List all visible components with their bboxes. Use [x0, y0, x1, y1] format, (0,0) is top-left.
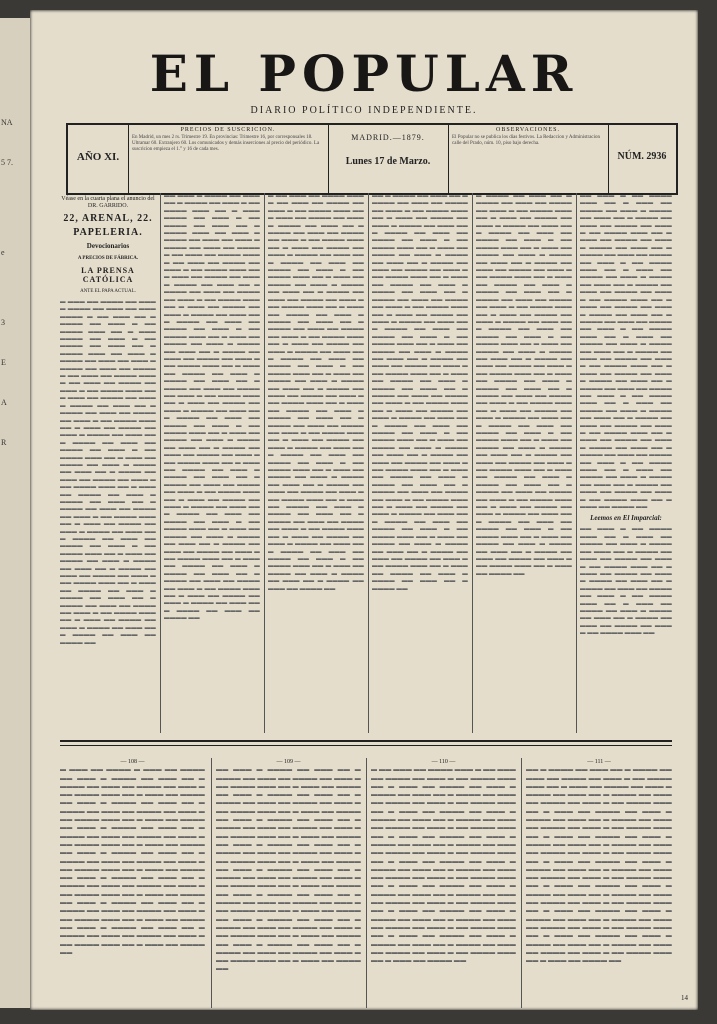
masthead-date-box: [328, 125, 449, 193]
column-3-body: ▬ ▬▬ ▬▬▬ ▬▬ ▬▬▬▬ ▬▬▬ ▬ ▬▬ ▬▬▬ ▬▬ ▬▬▬▬ ▬▬ ▬▬▬ ▬ ▬▬ ▬▬▬▬ ▬▬▬ ▬▬ ▬ ▬▬▬ ▬▬ ▬▬▬▬ ▬▬ ▬▬▬ ▬ ▬▬▬▬ ▬▬ ▬▬▬ ▬▬ ▬ ▬▬▬▬ ▬▬ ▬▬▬ ▬▬ ▬▬▬▬ ▬▬ ▬▬▬ ▬ ▬▬ ▬▬▬▬ ▬▬▬ ▬▬ ▬ ▬▬▬ ▬▬ ▬▬▬▬ ▬▬ ▬▬▬ ▬ ▬▬▬▬ ▬▬ ▬▬▬ ▬▬ ▬ ▬▬▬▬ ▬▬ ▬▬▬ ▬▬ ▬▬▬▬ ▬▬ ▬▬▬ ▬ ▬▬ ▬▬▬▬ ▬▬▬ ▬▬ ▬ ▬▬▬ ▬▬ ▬▬▬▬ ▬▬ ▬▬▬ ▬ ▬▬▬▬ ▬▬ ▬▬▬ ▬▬ ▬ ▬▬▬▬ ▬▬ ▬▬▬ ▬▬ ▬▬▬▬ ▬▬ ▬▬▬ ▬ ▬▬ ▬▬▬▬ ▬▬▬ ▬▬ ▬ ▬▬▬ ▬▬ ▬▬▬▬ ▬▬ ▬▬▬ ▬ ▬▬▬▬ ▬▬ ▬▬▬ ▬▬ ▬ ▬▬▬▬ ▬▬ ▬▬▬ ▬▬ ▬▬▬▬ ▬▬ ▬▬▬ ▬ ▬▬ ▬▬▬▬ ▬▬▬ ▬▬ ▬ ▬▬▬ ▬▬ ▬▬▬▬ ▬▬ ▬▬▬ ▬ ▬▬▬▬ ▬▬ ▬▬▬ ▬▬ ▬ ▬▬▬▬ ▬▬ ▬▬▬ ▬▬ ▬▬▬▬ ▬▬ ▬▬▬ ▬ ▬▬ ▬▬▬▬ ▬▬▬ ▬▬ ▬ ▬▬▬ ▬▬ ▬▬▬▬ ▬▬ ▬▬▬ ▬ ▬▬▬▬ ▬▬ ▬▬▬ ▬▬ ▬ ▬▬▬▬ ▬▬ ▬▬▬ ▬▬ ▬▬▬▬ ▬▬ ▬▬▬ ▬ ▬▬ ▬▬▬▬ ▬▬▬ ▬▬ ▬ ▬▬▬ ▬▬ ▬▬▬▬ ▬▬ ▬▬▬ ▬ ▬▬▬▬ ▬▬ ▬▬▬ ▬▬ ▬ ▬▬▬▬ ▬▬ ▬▬▬ ▬▬ ▬▬▬▬ ▬▬ ▬▬▬ ▬ ▬▬ ▬▬▬▬ ▬▬▬ ▬▬ ▬ ▬▬▬ ▬▬ ▬▬▬▬ ▬▬ ▬▬▬ ▬ ▬▬▬▬ ▬▬ ▬▬▬ ▬▬ ▬ ▬▬▬▬ ▬▬ ▬▬▬ ▬▬ ▬▬▬▬ ▬▬ ▬▬▬ ▬ ▬▬ ▬▬▬▬ ▬▬▬ ▬▬ ▬ ▬▬▬ ▬▬ ▬▬▬▬ ▬▬ ▬▬▬ ▬ ▬▬▬▬ ▬▬ ▬▬▬ ▬▬ ▬ ▬▬▬▬ ▬▬ ▬▬▬ ▬▬ ▬▬▬▬ ▬▬ ▬▬▬ ▬ ▬▬ ▬▬▬▬ ▬▬▬ ▬▬ ▬ ▬▬▬ ▬▬ ▬▬▬▬ ▬▬ ▬▬▬ ▬ ▬▬▬▬ ▬▬ ▬▬▬ ▬▬ ▬ ▬▬▬▬ ▬▬ ▬▬▬ ▬▬ ▬▬▬▬ ▬▬ ▬▬▬ ▬ ▬▬ ▬▬▬▬ ▬▬▬ ▬▬ ▬ ▬▬▬ ▬▬ ▬▬▬▬ ▬▬ ▬▬▬ ▬ ▬▬▬▬ ▬▬ ▬▬▬ ▬▬ ▬ ▬▬▬▬ ▬▬ ▬▬▬ ▬▬ ▬▬▬▬ ▬▬ ▬▬▬ ▬ ▬▬ ▬▬▬▬ ▬▬▬ ▬▬ ▬ ▬▬▬ ▬▬ ▬▬▬▬ ▬▬ ▬▬▬ ▬ ▬▬▬▬ ▬▬ ▬▬▬ ▬▬ ▬ ▬▬▬▬ ▬▬ ▬▬▬ ▬▬ ▬▬▬▬ ▬▬: [268, 193, 364, 592]
column-1-body: ▬ ▬▬▬ ▬▬ ▬▬▬▬ ▬▬ ▬▬▬ ▬ ▬▬▬▬ ▬▬ ▬▬▬ ▬▬ ▬▬▬ ▬▬▬▬ ▬ ▬▬ ▬▬▬ ▬▬ ▬ ▬▬▬▬ ▬▬ ▬▬▬ ▬ ▬▬ ▬▬▬▬ ▬▬▬ ▬▬ ▬ ▬▬▬ ▬▬▬▬ ▬▬ ▬▬▬ ▬ ▬▬ ▬▬▬▬ ▬▬ ▬▬▬ ▬▬ ▬ ▬▬▬▬ ▬▬▬ ▬▬ ▬▬▬ ▬ ▬▬▬▬ ▬▬ ▬▬▬ ▬▬ ▬▬▬ ▬ ▬▬▬▬ ▬▬ ▬▬▬ ▬▬ ▬▬▬▬ ▬ ▬▬ ▬▬▬ ▬▬ ▬▬▬▬ ▬▬▬ ▬ ▬▬ ▬▬▬ ▬▬ ▬▬▬▬ ▬▬ ▬▬▬ ▬ ▬▬ ▬▬▬▬ ▬▬▬ ▬▬ ▬ ▬▬▬ ▬▬ ▬▬▬▬ ▬▬ ▬▬▬ ▬ ▬▬▬▬ ▬▬ ▬▬▬ ▬▬ ▬ ▬▬▬▬ ▬▬ ▬▬▬ ▬▬ ▬▬▬▬ ▬▬ ▬▬▬ ▬ ▬▬ ▬▬▬▬ ▬▬▬ ▬▬ ▬ ▬▬▬ ▬▬ ▬▬▬▬ ▬▬ ▬▬▬ ▬ ▬▬▬▬ ▬▬ ▬▬▬ ▬▬ ▬ ▬▬▬▬ ▬▬ ▬▬▬ ▬▬ ▬▬▬▬ ▬▬ ▬▬▬ ▬ ▬▬ ▬▬▬▬ ▬▬▬ ▬▬ ▬ ▬▬▬ ▬▬ ▬▬▬▬ ▬▬ ▬▬▬ ▬ ▬▬▬▬ ▬▬ ▬▬▬ ▬▬ ▬ ▬▬▬▬ ▬▬ ▬▬▬ ▬▬ ▬▬▬▬ ▬▬ ▬▬▬ ▬ ▬▬ ▬▬▬▬ ▬▬▬ ▬▬ ▬ ▬▬▬ ▬▬ ▬▬▬▬ ▬▬ ▬▬▬ ▬ ▬▬▬▬ ▬▬ ▬▬▬ ▬▬ ▬ ▬▬▬▬ ▬▬ ▬▬▬ ▬▬ ▬▬▬▬ ▬▬ ▬▬▬ ▬ ▬▬ ▬▬▬▬ ▬▬▬ ▬▬ ▬ ▬▬▬ ▬▬ ▬▬▬▬ ▬▬ ▬▬▬ ▬ ▬▬▬▬ ▬▬ ▬▬▬ ▬▬ ▬ ▬▬▬▬ ▬▬ ▬▬▬ ▬▬ ▬▬▬▬ ▬▬ ▬▬▬ ▬ ▬▬ ▬▬▬▬ ▬▬▬ ▬▬ ▬ ▬▬▬ ▬▬ ▬▬▬▬ ▬▬ ▬▬▬ ▬ ▬▬▬▬ ▬▬ ▬▬▬ ▬▬ ▬ ▬▬▬▬ ▬▬ ▬▬▬ ▬▬ ▬▬▬▬ ▬▬ ▬▬▬ ▬ ▬▬ ▬▬▬▬ ▬▬▬ ▬▬ ▬ ▬▬▬ ▬▬ ▬▬▬▬ ▬▬ ▬▬▬ ▬ ▬▬▬▬ ▬▬ ▬▬▬ ▬▬ ▬ ▬▬▬▬ ▬▬ ▬▬▬ ▬▬ ▬▬▬▬ ▬▬ ▬▬▬ ▬ ▬▬ ▬▬▬▬ ▬▬▬ ▬▬ ▬ ▬▬▬ ▬▬ ▬▬▬▬ ▬▬ ▬▬▬ ▬ ▬▬▬▬ ▬▬ ▬▬▬ ▬▬ ▬ ▬▬▬▬ ▬▬ ▬▬▬ ▬▬ ▬▬▬▬ ▬▬: [60, 299, 156, 646]
column-divider-4: [472, 193, 473, 733]
strip-text-2: 5 7.: [1, 158, 13, 167]
folletin-col-2: [216, 758, 361, 1008]
issue-number: NÚM. 2936: [617, 151, 667, 162]
imparcial-heading: Leemos en El Imparcial:: [590, 514, 662, 523]
folletin-col-3: [371, 758, 516, 1008]
folletin-page-number: — 108 —: [120, 759, 145, 765]
article-heading: LA PRENSA CATÓLICA: [81, 266, 135, 284]
column-4: [372, 193, 468, 733]
folletin-page-number: — 111 —: [587, 759, 611, 765]
issue-day: Lunes 17 de Marzo.: [345, 156, 431, 167]
column-6-body-bottom: ▬▬ ▬▬▬ ▬ ▬▬ ▬▬▬▬ ▬▬▬ ▬▬ ▬ ▬▬▬ ▬▬ ▬▬▬▬ ▬▬ ▬▬▬ ▬ ▬▬▬▬ ▬▬ ▬▬▬ ▬▬ ▬ ▬▬▬▬ ▬▬ ▬▬▬ ▬▬ ▬▬▬▬ ▬▬ ▬▬▬ ▬ ▬▬ ▬▬▬▬ ▬▬▬ ▬▬ ▬ ▬▬▬ ▬▬ ▬▬▬▬ ▬▬ ▬▬▬ ▬ ▬▬▬▬ ▬▬ ▬▬▬ ▬▬ ▬ ▬▬▬▬ ▬▬ ▬▬▬ ▬▬ ▬▬▬▬ ▬▬ ▬▬▬ ▬ ▬▬ ▬▬▬▬ ▬▬▬ ▬▬ ▬ ▬▬▬ ▬▬ ▬▬▬▬ ▬▬ ▬▬▬ ▬ ▬▬▬▬ ▬▬ ▬▬▬ ▬▬ ▬ ▬▬▬▬ ▬▬ ▬▬▬ ▬▬ ▬▬▬▬ ▬▬ ▬▬▬ ▬ ▬▬ ▬▬▬▬ ▬▬▬ ▬▬: [580, 526, 672, 637]
prices-text: En Madrid, un mes 2 rs. Trimestre 19. En provincias: Trimestre 16, por corresponsales 18. Ultramar 60. Extranjero 60. Los comunicados y demás inserciones al precio del periódico. La suscricion empieza el 1.° y 16 de cada mes.: [132, 135, 320, 152]
column-divider-3: [368, 193, 369, 733]
column-divider-1: [160, 193, 161, 733]
strip-text-3: e: [1, 248, 5, 257]
notice-doctor: Véase en la cuarta plana el anuncio del DR. GARRIDO.: [61, 196, 155, 209]
column-2: [164, 193, 260, 733]
papeleria-heading: PAPELERIA.: [73, 227, 143, 238]
strip-text-5: E: [1, 358, 6, 367]
observations-heading: OBSERVACIONES.: [496, 127, 560, 133]
newspaper-title: EL POPULAR: [149, 44, 579, 103]
column-2-body: ▬▬ ▬▬▬ ▬ ▬▬▬▬ ▬▬ ▬▬▬ ▬▬ ▬ ▬▬▬▬ ▬▬ ▬▬▬ ▬ ▬▬ ▬▬▬▬ ▬▬▬ ▬▬ ▬ ▬▬▬ ▬▬▬▬ ▬▬ ▬▬▬ ▬ ▬▬ ▬▬▬▬ ▬▬ ▬▬▬ ▬▬ ▬ ▬▬▬▬ ▬▬▬ ▬▬ ▬▬▬ ▬ ▬▬▬▬ ▬▬ ▬▬▬ ▬▬ ▬▬▬ ▬ ▬▬▬▬ ▬▬ ▬▬▬ ▬▬ ▬▬▬▬ ▬ ▬▬ ▬▬▬ ▬▬ ▬▬▬▬ ▬▬▬ ▬ ▬▬ ▬▬▬ ▬▬ ▬▬▬▬ ▬▬ ▬▬▬ ▬ ▬▬ ▬▬▬▬ ▬▬▬ ▬▬ ▬ ▬▬▬ ▬▬ ▬▬▬▬ ▬▬ ▬▬▬ ▬ ▬▬▬▬ ▬▬ ▬▬▬ ▬▬ ▬ ▬▬▬▬ ▬▬ ▬▬▬ ▬▬ ▬▬▬▬ ▬▬ ▬▬▬ ▬ ▬▬ ▬▬▬▬ ▬▬▬ ▬▬ ▬ ▬▬▬ ▬▬ ▬▬▬▬ ▬▬ ▬▬▬ ▬ ▬▬▬▬ ▬▬ ▬▬▬ ▬▬ ▬ ▬▬▬▬ ▬▬ ▬▬▬ ▬▬ ▬▬▬▬ ▬▬ ▬▬▬ ▬ ▬▬ ▬▬▬▬ ▬▬▬ ▬▬ ▬ ▬▬▬ ▬▬ ▬▬▬▬ ▬▬ ▬▬▬ ▬ ▬▬▬▬ ▬▬ ▬▬▬ ▬▬ ▬ ▬▬▬▬ ▬▬ ▬▬▬ ▬▬ ▬▬▬▬ ▬▬ ▬▬▬ ▬ ▬▬ ▬▬▬▬ ▬▬▬ ▬▬ ▬ ▬▬▬ ▬▬ ▬▬▬▬ ▬▬ ▬▬▬ ▬ ▬▬▬▬ ▬▬ ▬▬▬ ▬▬ ▬ ▬▬▬▬ ▬▬ ▬▬▬ ▬▬ ▬▬▬▬ ▬▬ ▬▬▬ ▬ ▬▬ ▬▬▬▬ ▬▬▬ ▬▬ ▬ ▬▬▬ ▬▬ ▬▬▬▬ ▬▬ ▬▬▬ ▬ ▬▬▬▬ ▬▬ ▬▬▬ ▬▬ ▬ ▬▬▬▬ ▬▬ ▬▬▬ ▬▬ ▬▬▬▬ ▬▬ ▬▬▬ ▬ ▬▬ ▬▬▬▬ ▬▬▬ ▬▬ ▬ ▬▬▬ ▬▬ ▬▬▬▬ ▬▬ ▬▬▬ ▬ ▬▬▬▬ ▬▬ ▬▬▬ ▬▬ ▬ ▬▬▬▬ ▬▬ ▬▬▬ ▬▬ ▬▬▬▬ ▬▬ ▬▬▬ ▬ ▬▬ ▬▬▬▬ ▬▬▬ ▬▬ ▬ ▬▬▬ ▬▬ ▬▬▬▬ ▬▬ ▬▬▬ ▬ ▬▬▬▬ ▬▬ ▬▬▬ ▬▬ ▬ ▬▬▬▬ ▬▬ ▬▬▬ ▬▬ ▬▬▬▬ ▬▬ ▬▬▬ ▬ ▬▬ ▬▬▬▬ ▬▬▬ ▬▬ ▬ ▬▬▬ ▬▬ ▬▬▬▬ ▬▬ ▬▬▬ ▬ ▬▬▬▬ ▬▬ ▬▬▬ ▬▬ ▬ ▬▬▬▬ ▬▬ ▬▬▬ ▬▬ ▬▬▬▬ ▬▬ ▬▬▬ ▬ ▬▬ ▬▬▬▬ ▬▬▬ ▬▬ ▬ ▬▬▬ ▬▬ ▬▬▬▬ ▬▬ ▬▬▬ ▬ ▬▬▬▬ ▬▬ ▬▬▬ ▬▬ ▬ ▬▬▬▬ ▬▬ ▬▬▬ ▬▬ ▬▬▬▬ ▬▬ ▬▬▬ ▬ ▬▬ ▬▬▬▬ ▬▬▬ ▬▬ ▬ ▬▬▬ ▬▬ ▬▬▬▬ ▬▬ ▬▬▬ ▬ ▬▬▬▬ ▬▬ ▬▬▬ ▬▬ ▬ ▬▬▬▬ ▬▬ ▬▬▬ ▬▬ ▬▬▬▬ ▬▬ ▬▬▬ ▬ ▬▬ ▬▬▬▬ ▬▬▬ ▬▬ ▬ ▬▬▬ ▬▬ ▬▬▬▬ ▬▬ ▬▬▬ ▬ ▬▬▬▬ ▬▬ ▬▬▬ ▬▬ ▬ ▬▬▬▬ ▬▬ ▬▬▬ ▬▬ ▬▬▬▬ ▬▬: [164, 193, 260, 622]
column-divider-2: [264, 193, 265, 733]
strip-text-6: A: [1, 398, 7, 407]
column-6-body-top: ▬▬ ▬▬▬ ▬ ▬▬ ▬▬▬▬ ▬▬▬ ▬▬ ▬ ▬▬▬ ▬▬ ▬▬▬▬ ▬▬ ▬▬▬ ▬ ▬▬▬▬ ▬▬ ▬▬▬ ▬▬ ▬ ▬▬▬▬ ▬▬ ▬▬▬ ▬▬ ▬▬▬▬ ▬▬ ▬▬▬ ▬ ▬▬ ▬▬▬▬ ▬▬▬ ▬▬ ▬ ▬▬▬ ▬▬ ▬▬▬▬ ▬▬ ▬▬▬ ▬ ▬▬▬▬ ▬▬ ▬▬▬ ▬▬ ▬ ▬▬▬▬ ▬▬ ▬▬▬ ▬▬ ▬▬▬▬ ▬▬ ▬▬▬ ▬ ▬▬ ▬▬▬▬ ▬▬▬ ▬▬ ▬ ▬▬▬ ▬▬ ▬▬▬▬ ▬▬ ▬▬▬ ▬ ▬▬▬▬ ▬▬ ▬▬▬ ▬▬ ▬ ▬▬▬▬ ▬▬ ▬▬▬ ▬▬ ▬▬▬▬ ▬▬ ▬▬▬ ▬ ▬▬ ▬▬▬▬ ▬▬▬ ▬▬ ▬ ▬▬▬ ▬▬ ▬▬▬▬ ▬▬ ▬▬▬ ▬ ▬▬▬▬ ▬▬ ▬▬▬ ▬▬ ▬ ▬▬▬▬ ▬▬ ▬▬▬ ▬▬ ▬▬▬▬ ▬▬ ▬▬▬ ▬ ▬▬ ▬▬▬▬ ▬▬▬ ▬▬ ▬ ▬▬▬ ▬▬ ▬▬▬▬ ▬▬ ▬▬▬ ▬ ▬▬▬▬ ▬▬ ▬▬▬ ▬▬ ▬ ▬▬▬▬ ▬▬ ▬▬▬ ▬▬ ▬▬▬▬ ▬▬ ▬▬▬ ▬ ▬▬ ▬▬▬▬ ▬▬▬ ▬▬ ▬ ▬▬▬ ▬▬ ▬▬▬▬ ▬▬ ▬▬▬ ▬ ▬▬▬▬ ▬▬ ▬▬▬ ▬▬ ▬ ▬▬▬▬ ▬▬ ▬▬▬ ▬▬ ▬▬▬▬ ▬▬ ▬▬▬ ▬ ▬▬ ▬▬▬▬ ▬▬▬ ▬▬ ▬ ▬▬▬ ▬▬ ▬▬▬▬ ▬▬ ▬▬▬ ▬ ▬▬▬▬ ▬▬ ▬▬▬ ▬▬ ▬ ▬▬▬▬ ▬▬ ▬▬▬ ▬▬ ▬▬▬▬ ▬▬ ▬▬▬ ▬ ▬▬ ▬▬▬▬ ▬▬▬ ▬▬ ▬ ▬▬▬ ▬▬ ▬▬▬▬ ▬▬ ▬▬▬ ▬ ▬▬▬▬ ▬▬ ▬▬▬ ▬▬ ▬ ▬▬▬▬ ▬▬ ▬▬▬ ▬▬ ▬▬▬▬ ▬▬ ▬▬▬ ▬ ▬▬ ▬▬▬▬ ▬▬▬ ▬▬ ▬ ▬▬▬ ▬▬ ▬▬▬▬ ▬▬ ▬▬▬ ▬ ▬▬▬▬ ▬▬ ▬▬▬ ▬▬ ▬ ▬▬▬▬ ▬▬ ▬▬▬ ▬▬ ▬▬▬▬ ▬▬ ▬▬▬ ▬ ▬▬ ▬▬▬▬ ▬▬▬ ▬▬ ▬ ▬▬▬ ▬▬ ▬▬▬▬ ▬▬: [580, 193, 672, 511]
city-date: MADRID.—1879.: [351, 133, 425, 142]
masthead-number-box: [608, 125, 676, 193]
strip-text-1: NA: [1, 118, 13, 127]
strip-text-7: R: [1, 438, 7, 447]
observations-text: El Popular no se publica los días festivos. La Redaccion y Administracion calle del Prado, núm. 10, piso bajo derecha.: [452, 135, 601, 146]
fabrica-line: A PRECIOS DE FÁBRICA.: [77, 256, 139, 261]
article-subheading: ANTE EL PAPA ACTUAL.: [80, 289, 136, 294]
column-1: [60, 193, 156, 733]
folletin-col-2-body: ▬▬ ▬▬▬ ▬ ▬▬▬▬ ▬▬ ▬▬▬ ▬▬ ▬ ▬▬▬▬ ▬▬ ▬▬▬ ▬▬ ▬▬▬▬ ▬▬ ▬▬▬ ▬ ▬▬ ▬▬▬▬ ▬▬▬ ▬▬ ▬ ▬▬▬ ▬▬ ▬▬▬▬ ▬▬ ▬▬▬ ▬ ▬▬▬▬ ▬▬ ▬▬▬ ▬▬ ▬ ▬▬▬▬ ▬▬ ▬▬▬ ▬▬ ▬▬▬▬ ▬▬ ▬▬▬ ▬ ▬▬ ▬▬▬▬ ▬▬▬ ▬▬ ▬ ▬▬▬ ▬▬ ▬▬▬▬ ▬▬ ▬▬▬ ▬ ▬▬▬▬ ▬▬ ▬▬▬ ▬▬ ▬ ▬▬▬▬ ▬▬ ▬▬▬ ▬▬ ▬▬▬▬ ▬▬ ▬▬▬ ▬ ▬▬ ▬▬▬▬ ▬▬▬ ▬▬ ▬ ▬▬▬ ▬▬ ▬▬▬▬ ▬▬ ▬▬▬ ▬ ▬▬▬▬ ▬▬ ▬▬▬ ▬▬ ▬ ▬▬▬▬ ▬▬ ▬▬▬ ▬▬ ▬▬▬▬ ▬▬ ▬▬▬ ▬ ▬▬ ▬▬▬▬ ▬▬▬ ▬▬ ▬ ▬▬▬ ▬▬ ▬▬▬▬ ▬▬ ▬▬▬ ▬ ▬▬▬▬ ▬▬ ▬▬▬ ▬▬ ▬ ▬▬▬▬ ▬▬ ▬▬▬ ▬▬ ▬▬▬▬ ▬▬ ▬▬▬ ▬ ▬▬ ▬▬▬▬ ▬▬▬ ▬▬ ▬ ▬▬▬ ▬▬ ▬▬▬▬ ▬▬ ▬▬▬ ▬ ▬▬▬▬ ▬▬ ▬▬▬ ▬▬ ▬ ▬▬▬▬ ▬▬ ▬▬▬ ▬▬ ▬▬▬▬ ▬▬ ▬▬▬ ▬ ▬▬ ▬▬▬▬ ▬▬▬ ▬▬ ▬ ▬▬▬ ▬▬ ▬▬▬▬ ▬▬ ▬▬▬ ▬ ▬▬▬▬ ▬▬ ▬▬▬ ▬▬ ▬ ▬▬▬▬ ▬▬ ▬▬▬ ▬▬ ▬▬▬▬ ▬▬ ▬▬▬ ▬ ▬▬ ▬▬▬▬ ▬▬▬ ▬▬ ▬ ▬▬▬ ▬▬ ▬▬▬▬ ▬▬ ▬▬▬ ▬ ▬▬▬▬ ▬▬ ▬▬▬ ▬▬ ▬ ▬▬▬▬ ▬▬ ▬▬▬ ▬▬ ▬▬▬▬ ▬▬ ▬▬▬ ▬ ▬▬ ▬▬▬▬ ▬▬▬ ▬▬ ▬ ▬▬▬ ▬▬ ▬▬▬▬ ▬▬: [216, 767, 361, 973]
column-4-body: ▬▬ ▬ ▬▬▬▬ ▬▬ ▬▬▬ ▬▬ ▬ ▬▬▬▬ ▬▬ ▬▬▬ ▬▬ ▬▬▬▬ ▬▬ ▬▬▬ ▬ ▬▬ ▬▬▬▬ ▬▬▬ ▬▬ ▬ ▬▬▬ ▬▬ ▬▬▬▬ ▬▬ ▬▬▬ ▬ ▬▬▬▬ ▬▬ ▬▬▬ ▬▬ ▬ ▬▬▬▬ ▬▬ ▬▬▬ ▬▬ ▬▬▬▬ ▬▬ ▬▬▬ ▬ ▬▬ ▬▬▬▬ ▬▬▬ ▬▬ ▬ ▬▬▬ ▬▬ ▬▬▬▬ ▬▬ ▬▬▬ ▬ ▬▬▬▬ ▬▬ ▬▬▬ ▬▬ ▬ ▬▬▬▬ ▬▬ ▬▬▬ ▬▬ ▬▬▬▬ ▬▬ ▬▬▬ ▬ ▬▬ ▬▬▬▬ ▬▬▬ ▬▬ ▬ ▬▬▬ ▬▬ ▬▬▬▬ ▬▬ ▬▬▬ ▬ ▬▬▬▬ ▬▬ ▬▬▬ ▬▬ ▬ ▬▬▬▬ ▬▬ ▬▬▬ ▬▬ ▬▬▬▬ ▬▬ ▬▬▬ ▬ ▬▬ ▬▬▬▬ ▬▬▬ ▬▬ ▬ ▬▬▬ ▬▬ ▬▬▬▬ ▬▬ ▬▬▬ ▬ ▬▬▬▬ ▬▬ ▬▬▬ ▬▬ ▬ ▬▬▬▬ ▬▬ ▬▬▬ ▬▬ ▬▬▬▬ ▬▬ ▬▬▬ ▬ ▬▬ ▬▬▬▬ ▬▬▬ ▬▬ ▬ ▬▬▬ ▬▬ ▬▬▬▬ ▬▬ ▬▬▬ ▬ ▬▬▬▬ ▬▬ ▬▬▬ ▬▬ ▬ ▬▬▬▬ ▬▬ ▬▬▬ ▬▬ ▬▬▬▬ ▬▬ ▬▬▬ ▬ ▬▬ ▬▬▬▬ ▬▬▬ ▬▬ ▬ ▬▬▬ ▬▬ ▬▬▬▬ ▬▬ ▬▬▬ ▬ ▬▬▬▬ ▬▬ ▬▬▬ ▬▬ ▬ ▬▬▬▬ ▬▬ ▬▬▬ ▬▬ ▬▬▬▬ ▬▬ ▬▬▬ ▬ ▬▬ ▬▬▬▬ ▬▬▬ ▬▬ ▬ ▬▬▬ ▬▬ ▬▬▬▬ ▬▬ ▬▬▬ ▬ ▬▬▬▬ ▬▬ ▬▬▬ ▬▬ ▬ ▬▬▬▬ ▬▬ ▬▬▬ ▬▬ ▬▬▬▬ ▬▬ ▬▬▬ ▬ ▬▬ ▬▬▬▬ ▬▬▬ ▬▬ ▬ ▬▬▬ ▬▬ ▬▬▬▬ ▬▬ ▬▬▬ ▬ ▬▬▬▬ ▬▬ ▬▬▬ ▬▬ ▬ ▬▬▬▬ ▬▬ ▬▬▬ ▬▬ ▬▬▬▬ ▬▬ ▬▬▬ ▬ ▬▬ ▬▬▬▬ ▬▬▬ ▬▬ ▬ ▬▬▬ ▬▬ ▬▬▬▬ ▬▬ ▬▬▬ ▬ ▬▬▬▬ ▬▬ ▬▬▬ ▬▬ ▬ ▬▬▬▬ ▬▬ ▬▬▬ ▬▬ ▬▬▬▬ ▬▬ ▬▬▬ ▬ ▬▬ ▬▬▬▬ ▬▬▬ ▬▬ ▬ ▬▬▬ ▬▬ ▬▬▬▬ ▬▬ ▬▬▬ ▬ ▬▬▬▬ ▬▬ ▬▬▬ ▬▬ ▬ ▬▬▬▬ ▬▬ ▬▬▬ ▬▬ ▬▬▬▬ ▬▬ ▬▬▬ ▬ ▬▬ ▬▬▬▬ ▬▬▬ ▬▬ ▬ ▬▬▬ ▬▬ ▬▬▬▬ ▬▬ ▬▬▬ ▬ ▬▬▬▬ ▬▬ ▬▬▬ ▬▬ ▬ ▬▬▬▬ ▬▬ ▬▬▬ ▬▬ ▬▬▬▬ ▬▬ ▬▬▬ ▬ ▬▬ ▬▬▬▬ ▬▬▬ ▬▬ ▬ ▬▬▬ ▬▬ ▬▬▬▬ ▬▬ ▬▬▬ ▬ ▬▬▬▬ ▬▬ ▬▬▬ ▬▬ ▬ ▬▬▬▬ ▬▬: [372, 193, 468, 592]
folletin-col-1-body: ▬ ▬▬▬ ▬▬ ▬▬▬▬ ▬ ▬▬▬ ▬▬ ▬▬▬▬ ▬▬ ▬▬▬ ▬ ▬▬▬▬ ▬▬ ▬▬▬ ▬▬ ▬ ▬▬▬▬ ▬▬ ▬▬▬ ▬▬ ▬▬▬▬ ▬▬ ▬▬▬ ▬ ▬▬ ▬▬▬▬ ▬▬▬ ▬▬ ▬ ▬▬▬ ▬▬ ▬▬▬▬ ▬▬ ▬▬▬ ▬ ▬▬▬▬ ▬▬ ▬▬▬ ▬▬ ▬ ▬▬▬▬ ▬▬ ▬▬▬ ▬▬ ▬▬▬▬ ▬▬ ▬▬▬ ▬ ▬▬ ▬▬▬▬ ▬▬▬ ▬▬ ▬ ▬▬▬ ▬▬ ▬▬▬▬ ▬▬ ▬▬▬ ▬ ▬▬▬▬ ▬▬ ▬▬▬ ▬▬ ▬ ▬▬▬▬ ▬▬ ▬▬▬ ▬▬ ▬▬▬▬ ▬▬ ▬▬▬ ▬ ▬▬ ▬▬▬▬ ▬▬▬ ▬▬ ▬ ▬▬▬ ▬▬ ▬▬▬▬ ▬▬ ▬▬▬ ▬ ▬▬▬▬ ▬▬ ▬▬▬ ▬▬ ▬ ▬▬▬▬ ▬▬ ▬▬▬ ▬▬ ▬▬▬▬ ▬▬ ▬▬▬ ▬ ▬▬ ▬▬▬▬ ▬▬▬ ▬▬ ▬ ▬▬▬ ▬▬ ▬▬▬▬ ▬▬ ▬▬▬ ▬ ▬▬▬▬ ▬▬ ▬▬▬ ▬▬ ▬ ▬▬▬▬ ▬▬ ▬▬▬ ▬▬ ▬▬▬▬ ▬▬ ▬▬▬ ▬ ▬▬ ▬▬▬▬ ▬▬▬ ▬▬ ▬ ▬▬▬ ▬▬ ▬▬▬▬ ▬▬ ▬▬▬ ▬ ▬▬▬▬ ▬▬ ▬▬▬ ▬▬ ▬ ▬▬▬▬ ▬▬ ▬▬▬ ▬▬ ▬▬▬▬ ▬▬ ▬▬▬ ▬ ▬▬ ▬▬▬▬ ▬▬▬ ▬▬ ▬ ▬▬▬ ▬▬ ▬▬▬▬ ▬▬ ▬▬▬ ▬ ▬▬▬▬ ▬▬ ▬▬▬ ▬▬ ▬ ▬▬▬▬ ▬▬ ▬▬▬ ▬▬ ▬▬▬▬ ▬▬ ▬▬▬ ▬ ▬▬ ▬▬▬▬ ▬▬▬ ▬▬ ▬ ▬▬▬ ▬▬ ▬▬▬▬ ▬▬: [60, 767, 205, 956]
year-label: AÑO XI.: [76, 151, 120, 163]
folletin-section: [60, 758, 672, 1008]
folletin-divider-2: [366, 758, 367, 1008]
column-5-body: ▬ ▬▬▬▬ ▬▬ ▬▬▬ ▬▬ ▬ ▬▬▬▬ ▬▬ ▬▬▬ ▬▬ ▬▬▬▬ ▬▬ ▬▬▬ ▬ ▬▬ ▬▬▬▬ ▬▬▬ ▬▬ ▬ ▬▬▬ ▬▬ ▬▬▬▬ ▬▬ ▬▬▬ ▬ ▬▬▬▬ ▬▬ ▬▬▬ ▬▬ ▬ ▬▬▬▬ ▬▬ ▬▬▬ ▬▬ ▬▬▬▬ ▬▬ ▬▬▬ ▬ ▬▬ ▬▬▬▬ ▬▬▬ ▬▬ ▬ ▬▬▬ ▬▬ ▬▬▬▬ ▬▬ ▬▬▬ ▬ ▬▬▬▬ ▬▬ ▬▬▬ ▬▬ ▬ ▬▬▬▬ ▬▬ ▬▬▬ ▬▬ ▬▬▬▬ ▬▬ ▬▬▬ ▬ ▬▬ ▬▬▬▬ ▬▬▬ ▬▬ ▬ ▬▬▬ ▬▬ ▬▬▬▬ ▬▬ ▬▬▬ ▬ ▬▬▬▬ ▬▬ ▬▬▬ ▬▬ ▬ ▬▬▬▬ ▬▬ ▬▬▬ ▬▬ ▬▬▬▬ ▬▬ ▬▬▬ ▬ ▬▬ ▬▬▬▬ ▬▬▬ ▬▬ ▬ ▬▬▬ ▬▬ ▬▬▬▬ ▬▬ ▬▬▬ ▬ ▬▬▬▬ ▬▬ ▬▬▬ ▬▬ ▬ ▬▬▬▬ ▬▬ ▬▬▬ ▬▬ ▬▬▬▬ ▬▬ ▬▬▬ ▬ ▬▬ ▬▬▬▬ ▬▬▬ ▬▬ ▬ ▬▬▬ ▬▬ ▬▬▬▬ ▬▬ ▬▬▬ ▬ ▬▬▬▬ ▬▬ ▬▬▬ ▬▬ ▬ ▬▬▬▬ ▬▬ ▬▬▬ ▬▬ ▬▬▬▬ ▬▬ ▬▬▬ ▬ ▬▬ ▬▬▬▬ ▬▬▬ ▬▬ ▬ ▬▬▬ ▬▬ ▬▬▬▬ ▬▬ ▬▬▬ ▬ ▬▬▬▬ ▬▬ ▬▬▬ ▬▬ ▬ ▬▬▬▬ ▬▬ ▬▬▬ ▬▬ ▬▬▬▬ ▬▬ ▬▬▬ ▬ ▬▬ ▬▬▬▬ ▬▬▬ ▬▬ ▬ ▬▬▬ ▬▬ ▬▬▬▬ ▬▬ ▬▬▬ ▬ ▬▬▬▬ ▬▬ ▬▬▬ ▬▬ ▬ ▬▬▬▬ ▬▬ ▬▬▬ ▬▬ ▬▬▬▬ ▬▬ ▬▬▬ ▬ ▬▬ ▬▬▬▬ ▬▬▬ ▬▬ ▬ ▬▬▬ ▬▬ ▬▬▬▬ ▬▬ ▬▬▬ ▬ ▬▬▬▬ ▬▬ ▬▬▬ ▬▬ ▬ ▬▬▬▬ ▬▬ ▬▬▬ ▬▬ ▬▬▬▬ ▬▬ ▬▬▬ ▬ ▬▬ ▬▬▬▬ ▬▬▬ ▬▬ ▬ ▬▬▬ ▬▬ ▬▬▬▬ ▬▬ ▬▬▬ ▬ ▬▬▬▬ ▬▬ ▬▬▬ ▬▬ ▬ ▬▬▬▬ ▬▬ ▬▬▬ ▬▬ ▬▬▬▬ ▬▬ ▬▬▬ ▬ ▬▬ ▬▬▬▬ ▬▬▬ ▬▬ ▬ ▬▬▬ ▬▬ ▬▬▬▬ ▬▬ ▬▬▬ ▬ ▬▬▬▬ ▬▬ ▬▬▬ ▬▬ ▬ ▬▬▬▬ ▬▬ ▬▬▬ ▬▬ ▬▬▬▬ ▬▬ ▬▬▬ ▬ ▬▬ ▬▬▬▬ ▬▬▬ ▬▬ ▬ ▬▬▬ ▬▬ ▬▬▬▬ ▬▬ ▬▬▬ ▬ ▬▬▬▬ ▬▬ ▬▬▬ ▬▬ ▬ ▬▬▬▬ ▬▬ ▬▬▬ ▬▬ ▬▬▬▬ ▬▬ ▬▬▬ ▬ ▬▬ ▬▬▬▬ ▬▬▬ ▬▬ ▬ ▬▬▬ ▬▬ ▬▬▬▬ ▬▬: [476, 193, 572, 577]
main-columns: [60, 193, 672, 733]
masthead-year-box: [68, 125, 129, 193]
folletin-col-1: [60, 758, 205, 1008]
newspaper-subtitle: DIARIO POLÍTICO INDEPENDIENTE.: [250, 105, 478, 116]
folletin-page-number: — 110 —: [431, 759, 456, 765]
column-5: [476, 193, 572, 733]
adjacent-page-strip: [0, 18, 31, 1008]
masthead-box: [66, 123, 678, 195]
folletin-separator: [60, 740, 672, 742]
folletin-col-3-body: ▬ ▬▬ ▬▬▬ ▬▬ ▬▬▬▬ ▬▬▬ ▬ ▬▬ ▬▬▬ ▬▬ ▬▬▬▬ ▬▬ ▬▬▬ ▬ ▬▬ ▬▬▬▬ ▬▬▬ ▬▬ ▬ ▬▬▬ ▬▬ ▬▬▬▬ ▬▬ ▬▬▬ ▬ ▬▬▬▬ ▬▬ ▬▬▬ ▬▬ ▬ ▬▬▬▬ ▬▬ ▬▬▬ ▬▬ ▬▬▬▬ ▬▬ ▬▬▬ ▬ ▬▬ ▬▬▬▬ ▬▬▬ ▬▬ ▬ ▬▬▬ ▬▬ ▬▬▬▬ ▬▬ ▬▬▬ ▬ ▬▬▬▬ ▬▬ ▬▬▬ ▬▬ ▬ ▬▬▬▬ ▬▬ ▬▬▬ ▬▬ ▬▬▬▬ ▬▬ ▬▬▬ ▬ ▬▬ ▬▬▬▬ ▬▬▬ ▬▬ ▬ ▬▬▬ ▬▬ ▬▬▬▬ ▬▬ ▬▬▬ ▬ ▬▬▬▬ ▬▬ ▬▬▬ ▬▬ ▬ ▬▬▬▬ ▬▬ ▬▬▬ ▬▬ ▬▬▬▬ ▬▬ ▬▬▬ ▬ ▬▬ ▬▬▬▬ ▬▬▬ ▬▬ ▬ ▬▬▬ ▬▬ ▬▬▬▬ ▬▬ ▬▬▬ ▬ ▬▬▬▬ ▬▬ ▬▬▬ ▬▬ ▬ ▬▬▬▬ ▬▬ ▬▬▬ ▬▬ ▬▬▬▬ ▬▬ ▬▬▬ ▬ ▬▬ ▬▬▬▬ ▬▬▬ ▬▬ ▬ ▬▬▬ ▬▬ ▬▬▬▬ ▬▬ ▬▬▬ ▬ ▬▬▬▬ ▬▬ ▬▬▬ ▬▬ ▬ ▬▬▬▬ ▬▬ ▬▬▬ ▬▬ ▬▬▬▬ ▬▬ ▬▬▬ ▬ ▬▬ ▬▬▬▬ ▬▬▬ ▬▬ ▬ ▬▬▬ ▬▬ ▬▬▬▬ ▬▬ ▬▬▬ ▬ ▬▬▬▬ ▬▬ ▬▬▬ ▬▬ ▬ ▬▬▬▬ ▬▬ ▬▬▬ ▬▬ ▬▬▬▬ ▬▬ ▬▬▬ ▬ ▬▬ ▬▬▬▬ ▬▬▬ ▬▬ ▬ ▬▬▬ ▬▬ ▬▬▬▬ ▬▬ ▬▬▬ ▬ ▬▬▬▬ ▬▬ ▬▬▬ ▬▬ ▬ ▬▬▬▬ ▬▬ ▬▬▬ ▬▬ ▬▬▬▬ ▬▬ ▬▬▬ ▬ ▬▬ ▬▬▬▬ ▬▬▬ ▬▬ ▬ ▬▬▬ ▬▬ ▬▬▬▬ ▬▬: [371, 767, 516, 965]
newspaper-page: [30, 10, 698, 1010]
folletin-col-4-body: ▬▬ ▬ ▬▬▬▬ ▬▬ ▬▬▬ ▬▬ ▬ ▬▬▬▬ ▬▬ ▬▬▬ ▬▬ ▬▬▬▬ ▬▬ ▬▬▬ ▬ ▬▬ ▬▬▬▬ ▬▬▬ ▬▬ ▬ ▬▬▬ ▬▬ ▬▬▬▬ ▬▬ ▬▬▬ ▬ ▬▬▬▬ ▬▬ ▬▬▬ ▬▬ ▬ ▬▬▬▬ ▬▬ ▬▬▬ ▬▬ ▬▬▬▬ ▬▬ ▬▬▬ ▬ ▬▬ ▬▬▬▬ ▬▬▬ ▬▬ ▬ ▬▬▬ ▬▬ ▬▬▬▬ ▬▬ ▬▬▬ ▬ ▬▬▬▬ ▬▬ ▬▬▬ ▬▬ ▬ ▬▬▬▬ ▬▬ ▬▬▬ ▬▬ ▬▬▬▬ ▬▬ ▬▬▬ ▬ ▬▬ ▬▬▬▬ ▬▬▬ ▬▬ ▬ ▬▬▬ ▬▬ ▬▬▬▬ ▬▬ ▬▬▬ ▬ ▬▬▬▬ ▬▬ ▬▬▬ ▬▬ ▬ ▬▬▬▬ ▬▬ ▬▬▬ ▬▬ ▬▬▬▬ ▬▬ ▬▬▬ ▬ ▬▬ ▬▬▬▬ ▬▬▬ ▬▬ ▬ ▬▬▬ ▬▬ ▬▬▬▬ ▬▬ ▬▬▬ ▬ ▬▬▬▬ ▬▬ ▬▬▬ ▬▬ ▬ ▬▬▬▬ ▬▬ ▬▬▬ ▬▬ ▬▬▬▬ ▬▬ ▬▬▬ ▬ ▬▬ ▬▬▬▬ ▬▬▬ ▬▬ ▬ ▬▬▬ ▬▬ ▬▬▬▬ ▬▬ ▬▬▬ ▬ ▬▬▬▬ ▬▬ ▬▬▬ ▬▬ ▬ ▬▬▬▬ ▬▬ ▬▬▬ ▬▬ ▬▬▬▬ ▬▬ ▬▬▬ ▬ ▬▬ ▬▬▬▬ ▬▬▬ ▬▬ ▬ ▬▬▬ ▬▬ ▬▬▬▬ ▬▬ ▬▬▬ ▬ ▬▬▬▬ ▬▬ ▬▬▬ ▬▬ ▬ ▬▬▬▬ ▬▬ ▬▬▬ ▬▬ ▬▬▬▬ ▬▬ ▬▬▬ ▬ ▬▬ ▬▬▬▬ ▬▬▬ ▬▬ ▬ ▬▬▬ ▬▬ ▬▬▬▬ ▬▬ ▬▬▬ ▬ ▬▬▬▬ ▬▬ ▬▬▬ ▬▬ ▬ ▬▬▬▬ ▬▬ ▬▬▬ ▬▬ ▬▬▬▬ ▬▬ ▬▬▬ ▬ ▬▬ ▬▬▬▬ ▬▬▬ ▬▬ ▬ ▬▬▬ ▬▬ ▬▬▬▬ ▬▬: [526, 767, 672, 965]
masthead-observations-box: [448, 125, 609, 193]
column-3: [268, 193, 364, 733]
column-6: [580, 193, 672, 733]
folletin-divider-1: [211, 758, 212, 1008]
devocionarios-heading: Devocionarios: [86, 242, 130, 250]
folletin-col-4: [526, 758, 672, 1008]
folletin-separator-thin: [60, 745, 672, 746]
strip-text-4: 3: [1, 318, 5, 327]
masthead-prices-box: [128, 125, 329, 193]
folletin-page-number: — 109 —: [276, 759, 301, 765]
page-number: 14: [681, 994, 688, 1002]
folletin-divider-3: [521, 758, 522, 1008]
column-divider-5: [576, 193, 577, 733]
prices-heading: PRECIOS DE SUSCRICION.: [180, 127, 276, 133]
address-heading: 22, ARENAL, 22.: [63, 213, 153, 224]
